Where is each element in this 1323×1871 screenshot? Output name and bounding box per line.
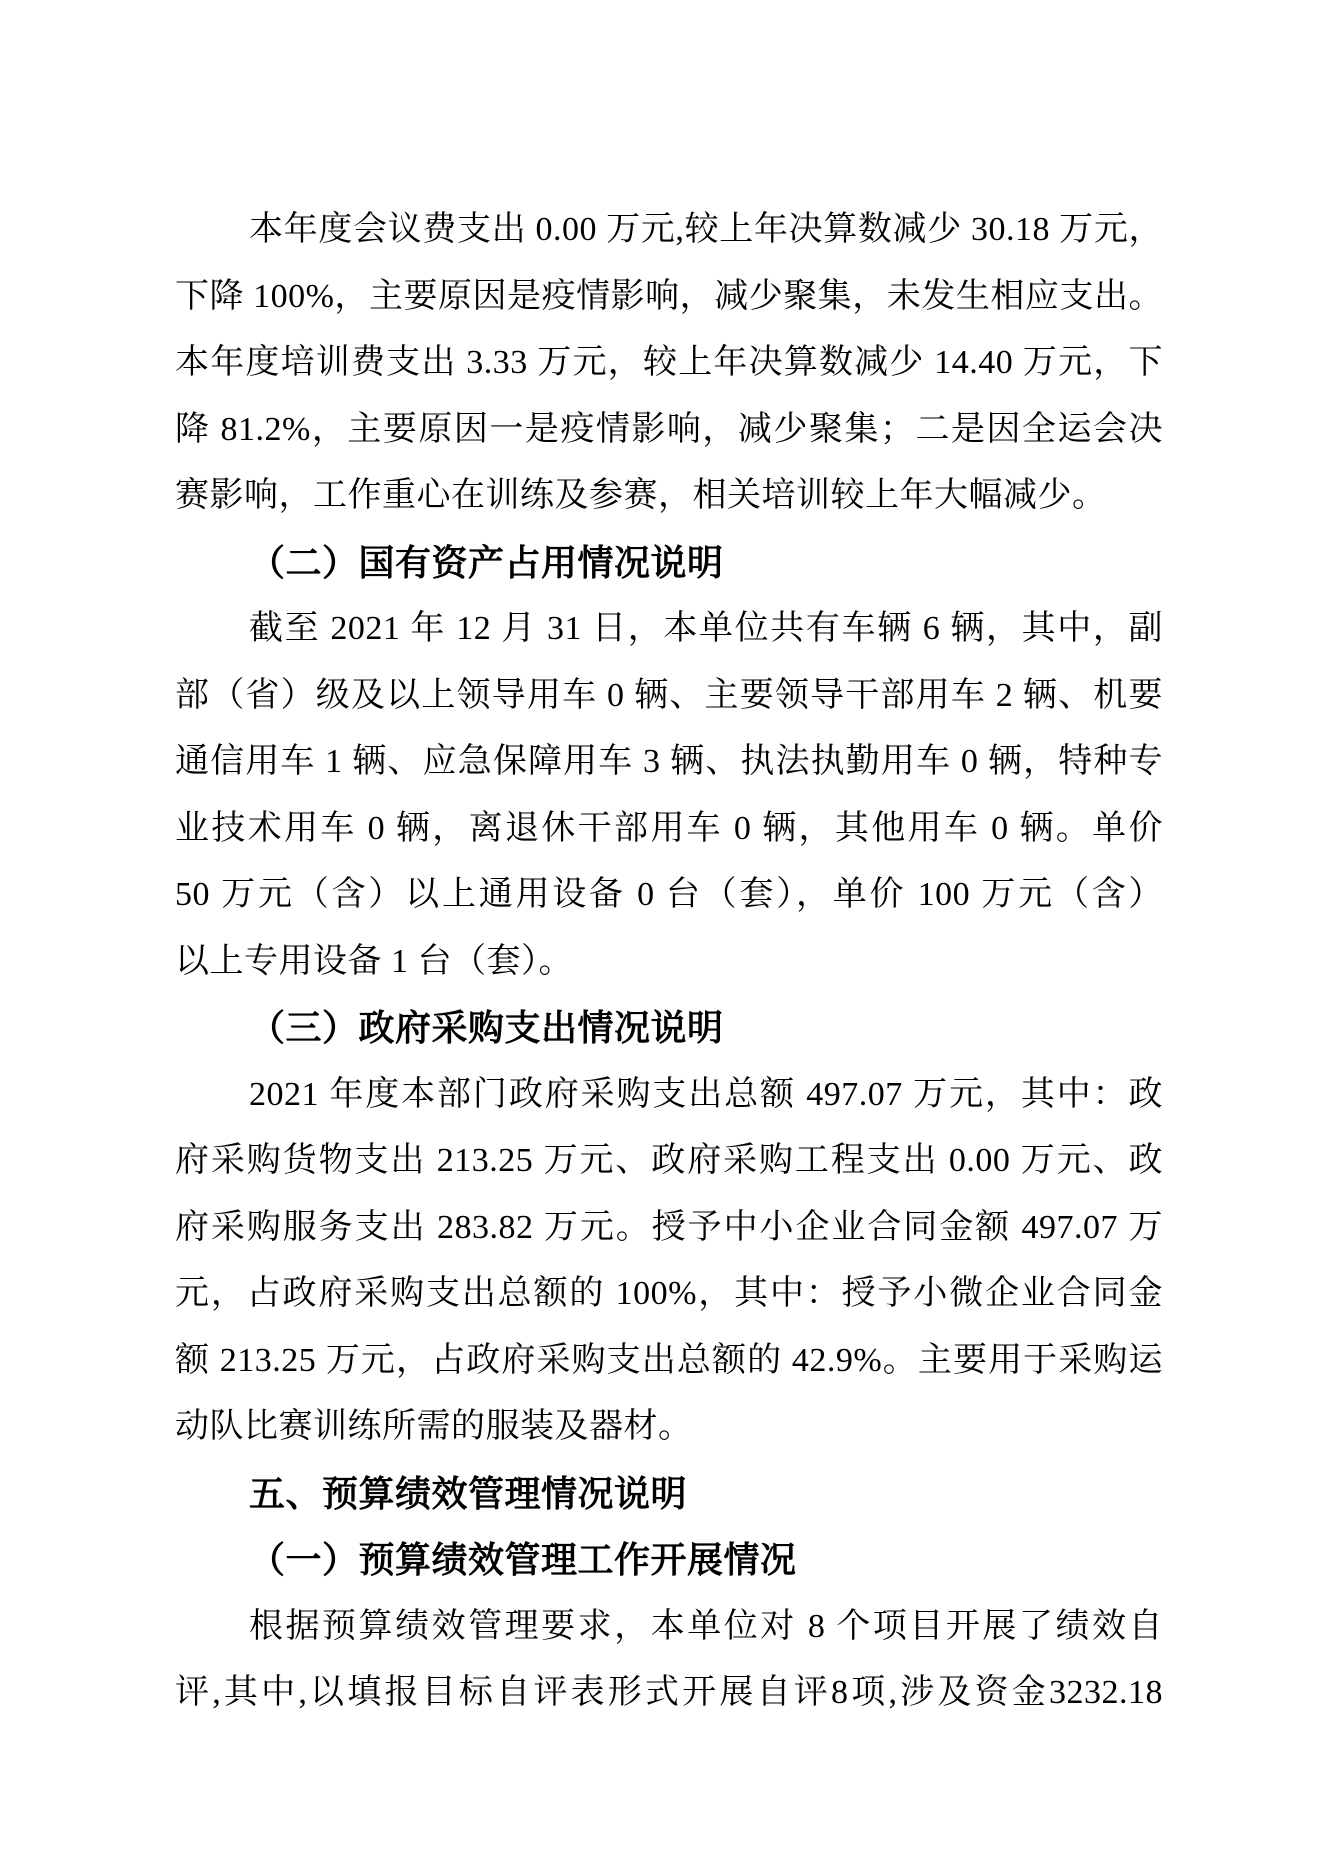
paragraph-line: 通信用车 1 辆、应急保障用车 3 辆、执法执勤用车 0 辆，特种专 xyxy=(175,743,1163,780)
paragraph-line: 赛影响，工作重心在训练及参赛，相关培训较上年大幅减少。 xyxy=(175,477,1107,514)
paragraph-line: 元，占政府采购支出总额的 100%，其中：授予小微企业合同金 xyxy=(175,1275,1163,1312)
section-heading-state-assets: （二）国有资产占用情况说明 xyxy=(249,542,724,583)
document-content xyxy=(175,197,1163,1727)
paragraph-line: 业技术用车 0 辆，离退休干部用车 0 辆，其他用车 0 辆。单价 xyxy=(175,809,1163,847)
paragraph-line: 50 万元（含）以上通用设备 0 台（套），单价 100 万元（含） xyxy=(175,876,1163,913)
paragraph-line: 本年度培训费支出 3.33 万元，较上年决算数减少 14.40 万元，下 xyxy=(175,344,1163,381)
paragraph-line: 降 81.2%，主要原因一是疫情影响，减少聚集；二是因全运会决 xyxy=(175,410,1163,448)
paragraph-line: 以上专用设备 1 台（套）。 xyxy=(175,942,573,980)
paragraph-line: 2021 年度本部门政府采购支出总额 497.07 万元，其中：政 xyxy=(249,1075,1163,1113)
paragraph-line: 根据预算绩效管理要求，本单位对 8 个项目开展了绩效自 xyxy=(249,1607,1163,1645)
paragraph-line: 下降 100%，主要原因是疫情影响，减少聚集，未发生相应支出。 xyxy=(175,277,1163,315)
subsection-heading-performance-work: （一）预算绩效管理工作开展情况 xyxy=(249,1540,797,1580)
paragraph-line: 动队比赛训练所需的服装及器材。 xyxy=(175,1408,693,1445)
paragraph-line: 本年度会议费支出 0.00 万元,较上年决算数减少 30.18 万元， xyxy=(249,211,1163,248)
paragraph-line: 评,其中,以填报目标自评表形式开展自评8项,涉及资金3232.18 xyxy=(175,1674,1163,1711)
paragraph-line: 府采购货物支出 213.25 万元、政府采购工程支出 0.00 万元、政 xyxy=(175,1142,1163,1179)
paragraph-line: 额 213.25 万元，占政府采购支出总额的 42.9%。主要用于采购运 xyxy=(175,1341,1163,1379)
section-heading-budget-performance: 五、预算绩效管理情况说明 xyxy=(249,1473,688,1514)
paragraph-line: 截至 2021 年 12 月 31 日，本单位共有车辆 6 辆，其中，副 xyxy=(249,610,1163,647)
section-heading-gov-procurement: （三）政府采购支出情况说明 xyxy=(249,1008,724,1048)
paragraph-line: 府采购服务支出 283.82 万元。授予中小企业合同金额 497.07 万 xyxy=(175,1208,1163,1246)
paragraph-line: 部（省）级及以上领导用车 0 辆、主要领导干部用车 2 辆、机要 xyxy=(175,676,1163,714)
